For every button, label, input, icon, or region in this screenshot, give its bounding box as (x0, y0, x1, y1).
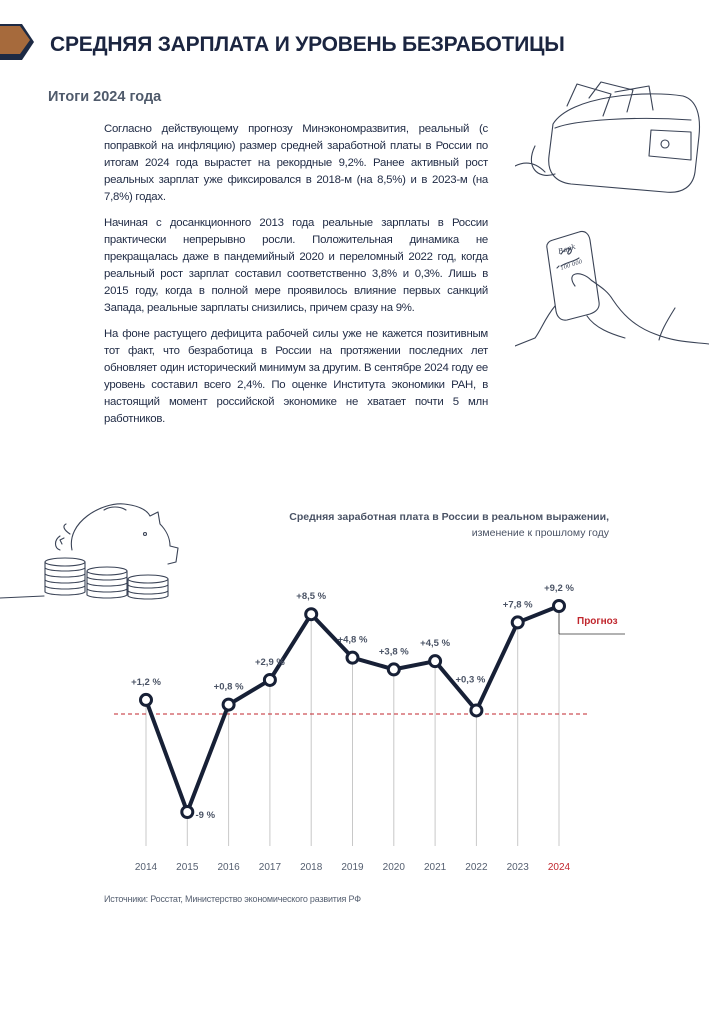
paragraph: На фоне растущего дефицита рабочей силы уже не кажется позитивным тот факт, что безработица в России на протяжении последних лет обновляет один исторический минимум за другим. В сентябре 2024 году ее уровень составил всего 2,4%. По оценке Института экономики РАН, в настоящий момент российской экономике не хватает почти 5 млн работников. (104, 328, 488, 425)
piggy-bank-icon (56, 504, 179, 564)
x-tick-label: 2016 (217, 862, 240, 873)
wallet-icon (515, 82, 699, 192)
x-tick-label: 2019 (341, 862, 364, 873)
data-label: -9 % (195, 810, 216, 821)
data-point (141, 694, 152, 705)
data-label: +0,3 % (455, 674, 486, 686)
page-title: СРЕДНЯЯ ЗАРПЛАТА И УРОВЕНЬ БЕЗРАБОТИЦЫ (50, 33, 565, 56)
wallet-phone-illustration (515, 76, 709, 356)
x-tick-label: 2024 (547, 862, 571, 873)
data-label: +2,9 % (254, 656, 285, 668)
data-point (554, 601, 565, 612)
chart-title-sub: изменение к прошлому году (471, 527, 609, 539)
data-point (388, 664, 399, 675)
phone-note-text: Bank (557, 242, 577, 256)
data-point (512, 617, 523, 628)
forecast-label: Прогноз (577, 616, 618, 627)
data-point (347, 652, 358, 663)
x-tick-label: 2022 (465, 862, 488, 873)
data-label: +1,2 % (131, 676, 161, 688)
data-label: +9,2 % (544, 583, 574, 594)
data-label: +3,8 % (378, 646, 409, 658)
x-tick-label: 2015 (176, 862, 199, 873)
section-subtitle: Итоги 2024 года (48, 89, 162, 105)
x-tick-label: 2014 (134, 862, 158, 873)
x-tick-label: 2021 (423, 862, 447, 873)
data-label: +0,8 % (213, 681, 244, 693)
source-note: Источники: Росстат, Министерство экономического развития РФ (104, 894, 361, 904)
salary-line-chart (0, 560, 709, 890)
data-point (471, 705, 482, 716)
x-tick-label: 2018 (300, 862, 323, 873)
x-tick-label: 2023 (506, 862, 529, 873)
phone-note-amount: 100 000 (559, 259, 584, 272)
data-point (264, 674, 275, 685)
x-tick-label: 2017 (258, 862, 282, 873)
data-label: +7,8 % (502, 599, 533, 611)
paragraph: Согласно действующему прогнозу Минэкономразвития, реальный (с поправкой на инфляцию) размер средней заработной платы в России по итогам 2024 года вырастет на рекордные 9,2%. Ранее активный рост реальных зарплат уже фиксировался в 2018-м (на 8,5%) и в 2023-м (на 7,8%) годах. (104, 123, 488, 203)
data-label: +8,5 % (296, 591, 327, 603)
chart-title-main: Средняя заработная плата в России в реальном выражении, (289, 511, 609, 523)
x-tick-label: 2020 (382, 862, 405, 873)
data-point (223, 699, 234, 710)
phone-hand-icon (515, 231, 709, 346)
data-point (430, 656, 441, 667)
article-body (104, 121, 488, 437)
corner-accent-tab (0, 24, 34, 60)
data-label: +4,8 % (337, 634, 368, 646)
chart-title (289, 509, 609, 541)
data-label: +4,5 % (420, 638, 451, 650)
data-point (306, 609, 317, 620)
data-point (182, 807, 193, 818)
paragraph: Начиная с досанкционного 2013 года реальные зарплаты в России практически непрерывно росли. Положительная динамика не прекращалась даже в пандемийный 2020 и переломный 2022 год, когда реальный рост зарплат составил соответственно 3,8% и 0,3%. Лишь в 2015 году, когда в полной мере проявилось влияние первых санкций Запада, реальные зарплаты снизились, причем сразу на 9%. (104, 217, 488, 314)
